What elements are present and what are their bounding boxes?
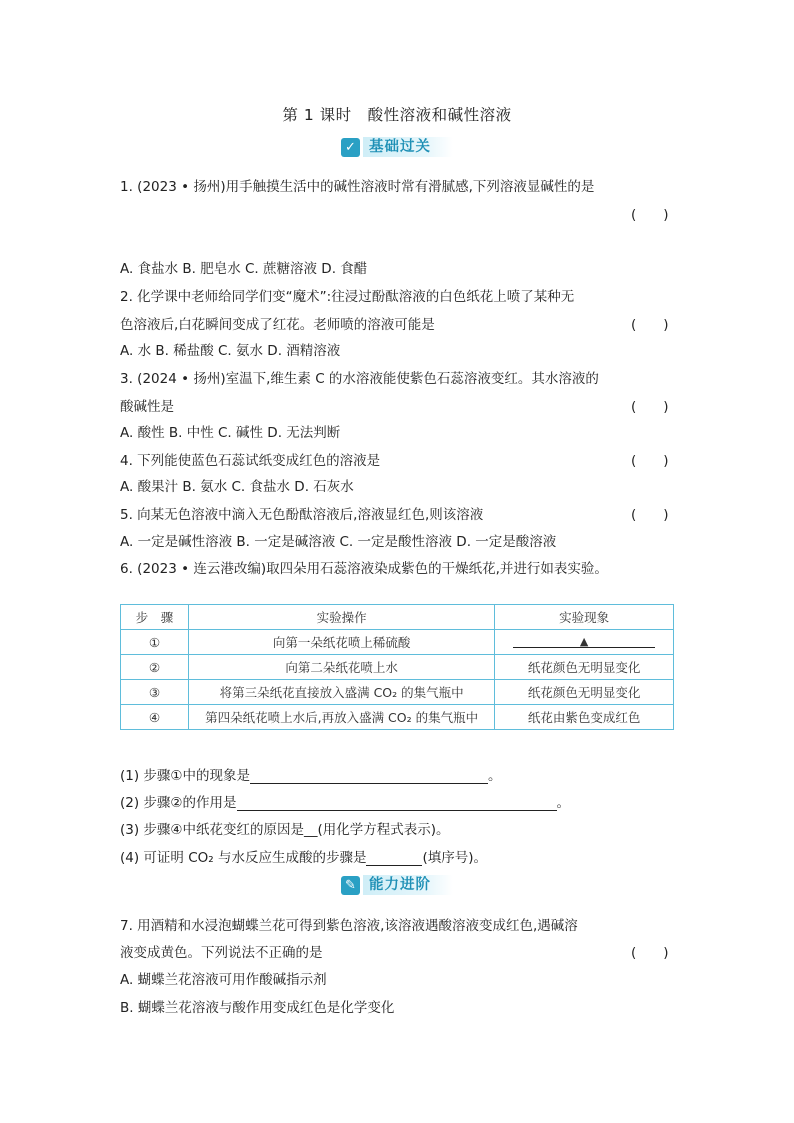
q3-line2: 酸碱性是: [120, 399, 174, 415]
operation-cell: 向第二朵纸花喷上水: [188, 655, 494, 680]
table-row: [121, 680, 674, 705]
q5-options: A. 一定是碱性溶液 B. 一定是碱溶液 C. 一定是酸性溶液 D. 一定是酸溶液: [120, 534, 557, 550]
q1-stem: 1. (2023 • 扬州)用手触摸生活中的碱性溶液时常有滑腻感,下列溶液显碱性的是: [120, 179, 595, 195]
checkmark-icon: ✓: [341, 138, 360, 157]
section-basic-header: [341, 136, 453, 158]
table-header-operation: 实验操作: [188, 605, 494, 630]
q6-stem: 6. (2023 • 连云港改编)取四朵用石蕊溶液染成紫色的干燥纸花,并进行如表实验。: [120, 561, 608, 577]
operation-cell: 第四朵纸花喷上水后,再放入盛满 CO₂ 的集气瓶中: [188, 705, 494, 730]
phenomenon-cell: 纸花由紫色变成红色: [495, 705, 674, 730]
operation-cell: 向第一朵纸花喷上稀硫酸: [188, 630, 494, 655]
phenomenon-answer-blank: [495, 630, 674, 655]
q5-answer-paren: ( ): [631, 507, 669, 523]
q3-answer-paren: ( ): [631, 399, 669, 415]
step-cell: ②: [121, 655, 189, 680]
q3-options: A. 酸性 B. 中性 C. 碱性 D. 无法判断: [120, 425, 341, 441]
table-row: [121, 655, 674, 680]
q6-sub4: (4) 可证明 CO₂ 与水反应生成酸的步骤是 (填序号)。: [120, 850, 488, 866]
step-cell: ④: [121, 705, 189, 730]
table-header-row: [121, 605, 674, 630]
answer-blank[interactable]: [250, 769, 488, 784]
q1-options: A. 食盐水 B. 肥皂水 C. 蔗糖溶液 D. 食醋: [120, 261, 368, 277]
experiment-table: [120, 604, 674, 730]
q7-option-b: B. 蝴蝶兰花溶液与酸作用变成红色是化学变化: [120, 1000, 395, 1016]
q6-sub3: (3) 步骤④中纸花变红的原因是__(用化学方程式表示)。: [120, 822, 450, 838]
triangle-icon: ▲: [579, 634, 589, 648]
q2-options: A. 水 B. 稀盐酸 C. 氨水 D. 酒精溶液: [120, 343, 341, 359]
q4-options: A. 酸果汁 B. 氨水 C. 食盐水 D. 石灰水: [120, 479, 354, 495]
q7-line2: 液变成黄色。下列说法不正确的是: [120, 945, 323, 961]
section-basic-label: 基础过关: [363, 137, 453, 157]
q5-stem: 5. 向某无色溶液中滴入无色酚酞溶液后,溶液显红色,则该溶液: [120, 507, 484, 523]
q6-sub2: (2) 步骤②的作用是 。: [120, 795, 571, 811]
pencil-icon: ✎: [341, 876, 360, 895]
q2-answer-paren: ( ): [631, 317, 669, 333]
phenomenon-cell: 纸花颜色无明显变化: [495, 680, 674, 705]
q4-stem: 4. 下列能使蓝色石蕊试纸变成红色的溶液是: [120, 453, 381, 469]
answer-blank[interactable]: [237, 796, 557, 811]
page-title: 第 1 课时 酸性溶液和碱性溶液: [282, 106, 512, 124]
table-header-phenomenon: 实验现象: [495, 605, 674, 630]
step-cell: ③: [121, 680, 189, 705]
q7-option-a: A. 蝴蝶兰花溶液可用作酸碱指示剂: [120, 972, 327, 988]
q2-line2: 色溶液后,白花瞬间变成了红花。老师喷的溶液可能是: [120, 317, 435, 333]
q2-line1: 2. 化学课中老师给同学们变“魔术”:往浸过酚酞溶液的白色纸花上喷了某种无: [120, 289, 575, 305]
phenomenon-cell: 纸花颜色无明显变化: [495, 655, 674, 680]
operation-cell: 将第三朵纸花直接放入盛满 CO₂ 的集气瓶中: [188, 680, 494, 705]
q4-answer-paren: ( ): [631, 453, 669, 469]
q6-sub1: (1) 步骤①中的现象是 。: [120, 768, 502, 784]
q3-line1: 3. (2024 • 扬州)室温下,维生素 C 的水溶液能使紫色石蕊溶液变红。其水溶液的: [120, 371, 599, 387]
section-advance-header: [341, 874, 453, 896]
section-advance-label: 能力进阶: [363, 875, 453, 895]
table-header-step: 步 骤: [121, 605, 189, 630]
answer-blank[interactable]: [366, 851, 422, 866]
q1-answer-paren: ( ): [631, 207, 669, 223]
q7-answer-paren: ( ): [631, 945, 669, 961]
table-row: [121, 630, 674, 655]
q7-line1: 7. 用酒精和水浸泡蝴蝶兰花可得到紫色溶液,该溶液遇酸溶液变成红色,遇碱溶: [120, 918, 578, 934]
table-row: [121, 705, 674, 730]
step-cell: ①: [121, 630, 189, 655]
